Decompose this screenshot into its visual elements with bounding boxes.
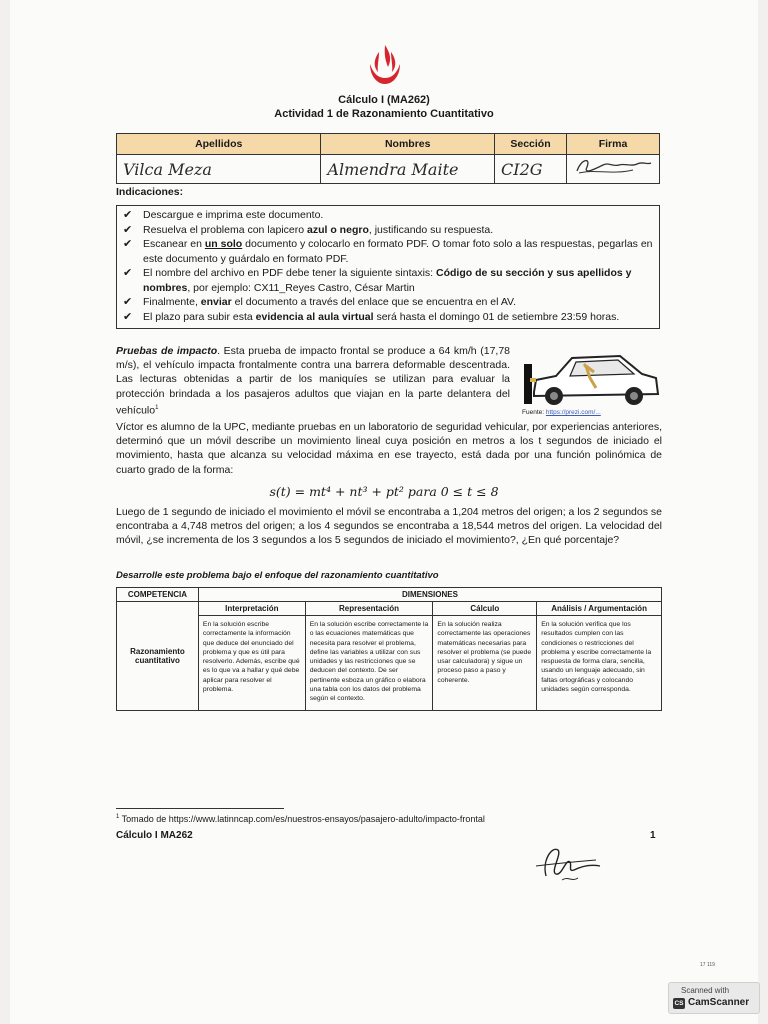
seccion-value: CI2G bbox=[495, 155, 567, 184]
apellidos-value: Vilca Meza bbox=[117, 155, 321, 184]
header-seccion: Sección bbox=[495, 134, 567, 155]
list-item: ✔ Resuelva el problema con lapicero azul o negro, justificando su respuesta. bbox=[123, 223, 494, 236]
checkmark-icon: ✔ bbox=[123, 223, 133, 236]
header-apellidos: Apellidos bbox=[117, 134, 321, 155]
crash-test-car-image bbox=[524, 350, 662, 408]
list-item: ✔ El plazo para subir esta evidencia al aula virtual será hasta el domingo 01 de setiembre 23:59 horas. bbox=[123, 310, 620, 323]
upc-logo-icon bbox=[362, 42, 408, 88]
problem-context: Víctor es alumno de la UPC, mediante pruebas en un laboratorio de seguridad vehicular, por experiencias anteriores, determinó que un móvil describe un movimiento lineal cuya posición en metros a los t segundos de iniciado el movimiento, hasta que alcanza su velocidad máxima en ese trayecto, está dada por una función polinómica de cuarto grado de la forma: bbox=[116, 421, 662, 476]
footnote: $^1$ Tomado de https://www.latinncap.com/es/nuestros-ensayos/pasajero-adulto/impacto-frontal bbox=[116, 814, 485, 824]
handwritten-signature-footer bbox=[532, 836, 604, 890]
dimensiones-header: DIMENSIONES bbox=[198, 588, 661, 602]
activity-title: Actividad 1 de Razonamiento Cuantitativo bbox=[274, 108, 494, 120]
dimension-header: Cálculo bbox=[433, 602, 537, 616]
list-item: ✔ Finalmente, enviar el documento a través del enlace que se encuentra en el AV. bbox=[123, 296, 516, 308]
source-link[interactable]: https://prezi.com/... bbox=[545, 409, 601, 416]
dimension-header: Análisis / Argumentación bbox=[537, 602, 662, 616]
course-title: Cálculo I (MA262) bbox=[338, 94, 430, 106]
competencia-value: Razonamiento cuantitativo bbox=[117, 602, 199, 711]
checkmark-icon: ✔ bbox=[123, 296, 133, 308]
dimension-header: Representación bbox=[305, 602, 433, 616]
footer-course: Cálculo I MA262 bbox=[116, 830, 193, 841]
list-item: ✔ El nombre del archivo en PDF debe tener la siguiente sintaxis: Código de su sección y sus apellidos y nombres, por ejemplo: CX11_Reyes Castro, César Martin bbox=[123, 267, 632, 294]
dimension-description: En la solución verifica que los resultados cumplen con las condiciones o restricciones del problema y escribe correctamente la respuesta de forma clara, sencilla, usando un lenguaje adecuado, sin faltas ortográficas y colocando unidades según corresponda. bbox=[537, 616, 662, 711]
checkmark-icon: ✔ bbox=[123, 310, 133, 323]
handwritten-signature bbox=[573, 155, 653, 179]
problem-question: Luego de 1 segundo de iniciado el movimiento el móvil se encontraba a 1,204 metros del origen; a los 2 segundos se encontraba a 4,748 metros del origen; a los 4 segundos se encontraba a 18,544 metros del origen. La velocidad del móvil, ¿se incrementa de los 3 segundos a los 5 segundos de iniciado el movimiento?, ¿En qué porcentaje? bbox=[116, 506, 662, 547]
indicaciones-label: Indicaciones: bbox=[116, 186, 184, 198]
rubric-table bbox=[116, 587, 662, 711]
firma-cell bbox=[566, 155, 659, 184]
camscanner-logo-icon: CS bbox=[674, 1000, 684, 1007]
header-firma: Firma bbox=[566, 134, 659, 155]
scan-code: 17 119 bbox=[700, 962, 715, 968]
image-source: Fuente: https://prezi.com/... bbox=[522, 409, 601, 416]
dimension-description: En la solución escribe correctamente la información que deduce del enunciado del problema y que es útil para resolverlo. Además, escribe qué es lo que va a hallar y qué debe aplicar para resolver el problema. bbox=[198, 616, 305, 711]
dimension-description: En la solución realiza correctamente las operaciones matemáticas necesarias para resolver el problema (se puede usar calculadora) y sigue un proceso paso a paso y coherente. bbox=[433, 616, 537, 711]
list-item: ✔ Escanear en un solo documento y colocarlo en formato PDF. O tomar foto solo a las respuestas, pegarlas en este documento y guárdalo en formato PDF. bbox=[123, 238, 653, 265]
list-item: ✔ Descargue e imprima este documento. bbox=[123, 209, 324, 221]
problem-intro: Pruebas de impacto. Esta prueba de impacto frontal se produce a 64 km/h (17,78 m/s), el vehículo impacta frontalmente contra una barrera deformable descentrada. Las lecturas obtenidas a partir de los maniquíes se utilizan para evaluar la protección brindada a los pasajeros adultos que viajan en la parte delantera del vehículo$^1$ bbox=[116, 345, 511, 417]
develop-instruction: Desarrolle este problema bajo el enfoque del razonamiento cuantitativo bbox=[116, 570, 439, 581]
student-info-table bbox=[116, 133, 660, 184]
footnote-divider bbox=[116, 808, 284, 809]
checkmark-icon: ✔ bbox=[123, 209, 133, 221]
indicaciones-box bbox=[116, 205, 660, 329]
header-nombres: Nombres bbox=[321, 134, 495, 155]
dimension-header: Interpretación bbox=[198, 602, 305, 616]
page-number: 1 bbox=[650, 830, 656, 841]
position-formula: s(t) = mt⁴ + nt³ + pt² para 0 ≤ t ≤ 8 bbox=[269, 484, 499, 499]
checkmark-icon: ✔ bbox=[123, 238, 133, 250]
competencia-header: COMPETENCIA bbox=[117, 588, 199, 602]
dimension-description: En la solución escribe correctamente la o las ecuaciones matemáticas que necesita para resolver el problema, define las variables a utilizar con sus unidades y las restricciones que se deducen del contexto. De ser pertinente esboza un gráfico o elabora una tabla con los datos del problema según el contexto. bbox=[305, 616, 433, 711]
checkmark-icon: ✔ bbox=[123, 267, 133, 279]
camscanner-watermark: Scanned with CS CamScanner bbox=[668, 982, 760, 1014]
nombres-value: Almendra Maite bbox=[321, 155, 495, 184]
